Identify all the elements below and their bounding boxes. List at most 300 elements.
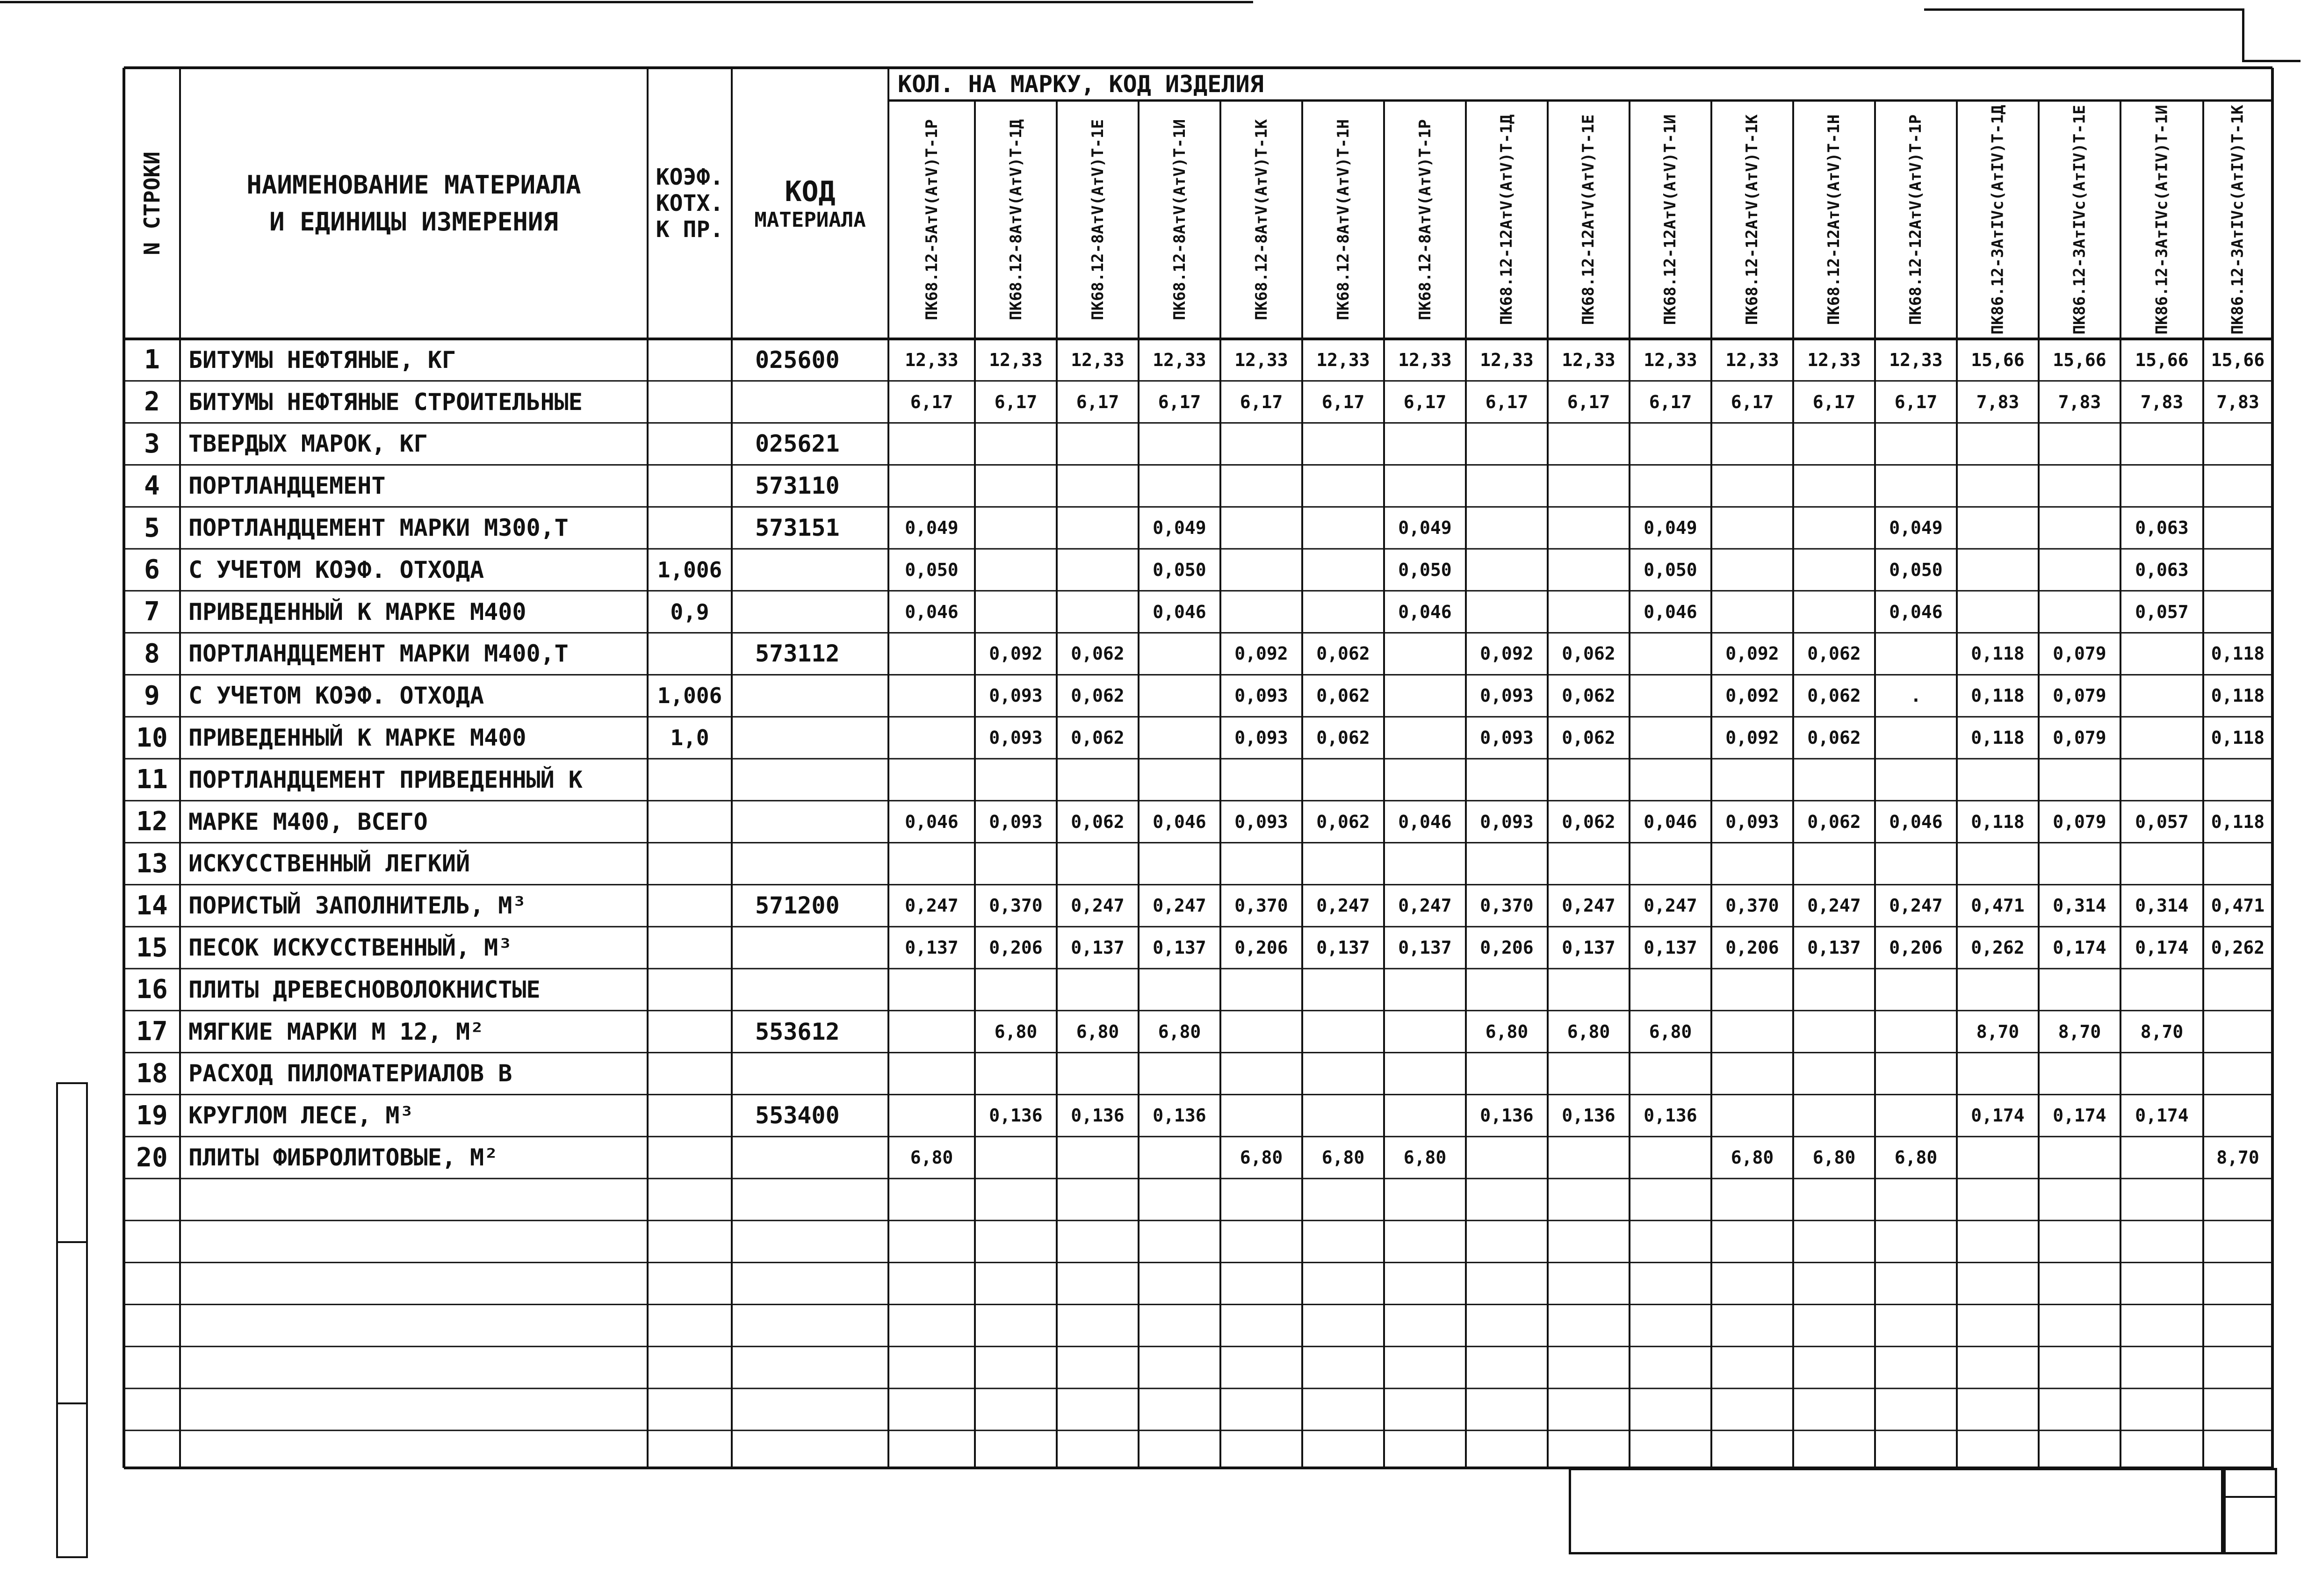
quantity-cell: 0,118	[1971, 811, 2025, 832]
quantity-cell: 0,049	[1153, 518, 1206, 539]
quantity-cell	[1057, 507, 1139, 549]
quantity-cell: 0,093	[989, 727, 1043, 748]
quantity-cell	[1711, 1011, 1793, 1053]
quantity-cell: 6,80	[1649, 1021, 1692, 1042]
quantity-cell: 0,370	[989, 895, 1043, 916]
quantity-cell: 0,057	[2135, 811, 2189, 832]
coef-value: 0,9	[670, 599, 709, 625]
quantity-cell	[1630, 969, 1711, 1011]
quantity-cell: 0,174	[2135, 1105, 2189, 1126]
quantity-cell: 0,092	[1725, 727, 1779, 748]
quantity-cell: 0,118	[1971, 685, 2025, 706]
quantity-cell: 0,137	[905, 937, 959, 958]
quantity-cell	[2120, 717, 2203, 759]
quantity-cell: 0,247	[905, 895, 959, 916]
quantity-cell: 7,83	[2216, 391, 2259, 412]
row-number: 3	[144, 428, 160, 459]
product-code-label: ПК68.12-12АтV(АтV)Т-1Д	[1497, 114, 1516, 325]
product-code-label: ПК86.12-3АтIVс(АтIV)Т-1Д	[1988, 105, 2007, 335]
quantity-cell: 0,050	[1398, 559, 1452, 580]
quantity-cell: 0,062	[1071, 643, 1125, 664]
quantity-cell: 0,118	[2211, 811, 2265, 832]
quantity-cell	[1220, 465, 1302, 507]
quantity-cell: 0,093	[1234, 811, 1288, 832]
quantity-cell: 0,247	[1398, 895, 1452, 916]
quantity-cell	[975, 1053, 1057, 1095]
quantity-cell: 8,70	[2058, 1021, 2101, 1042]
sheet-number-divider	[2221, 1496, 2275, 1498]
material-name: ПРИВЕДЕННЫЙ К МАРКЕ М400	[188, 598, 526, 625]
product-code-label: ПК68.12-12АтV(АтV)Т-1И	[1661, 114, 1680, 325]
material-code: 573110	[755, 472, 840, 500]
quantity-cell	[1548, 507, 1630, 549]
coef-value	[648, 381, 732, 423]
coef-value	[648, 1011, 732, 1053]
quantity-cell: 6,17	[1894, 391, 1938, 412]
quantity-cell: 0,137	[1807, 937, 1861, 958]
quantity-cell	[1139, 675, 1220, 717]
quantity-cell	[1957, 843, 2039, 885]
coef-value	[648, 633, 732, 675]
row-number: 18	[136, 1058, 168, 1089]
quantity-cell: 0,206	[989, 937, 1043, 958]
product-code-label: ПК68.12-12АтV(АтV)Т-1Р	[1906, 114, 1926, 325]
quantity-cell	[1466, 591, 1548, 633]
quantity-cell	[1711, 549, 1793, 591]
quantity-cell: 0,093	[1725, 811, 1779, 832]
quantity-cell: 0,093	[989, 811, 1043, 832]
material-name: С УЧЕТОМ КОЭФ. ОТХОДА	[188, 682, 484, 710]
quantity-cell	[975, 423, 1057, 465]
quantity-cell	[1875, 1011, 1957, 1053]
quantity-cell: 0,092	[1234, 643, 1288, 664]
product-column-header	[1139, 101, 1220, 339]
material-code	[732, 969, 912, 1011]
quantity-cell	[975, 843, 1057, 885]
quantity-cell: 0,093	[1480, 685, 1534, 706]
row-number: 14	[136, 890, 168, 921]
code-header-line-2: МАТЕРИАЛА	[754, 208, 866, 232]
coef-value	[648, 843, 732, 885]
quantity-cell: 0,092	[1725, 685, 1779, 706]
quantity-cell: 0,206	[1480, 937, 1534, 958]
quantity-cell: 0,046	[1153, 601, 1206, 622]
product-code-label: ПК68.12-8АтV(АтV)Т-1Р	[1415, 119, 1435, 320]
quantity-cell: 0,049	[1644, 518, 1697, 539]
quantity-cell: 6,80	[910, 1147, 953, 1168]
quantity-cell	[1466, 465, 1548, 507]
quantity-cell: 0,137	[1316, 937, 1370, 958]
quantity-cell: 0,262	[2211, 937, 2265, 958]
quantity-cell: 0,050	[1153, 559, 1206, 580]
quantity-cell: 0,093	[1234, 727, 1288, 748]
quantity-cell	[1466, 843, 1548, 885]
quantity-cell: 6,17	[1485, 391, 1529, 412]
row-number: 13	[136, 848, 168, 879]
material-name: ПОРТЛАНДЦЕМЕНТ	[188, 472, 386, 500]
material-name: ПЛИТЫ ФИБРОЛИТОВЫЕ, М²	[188, 1144, 498, 1172]
quantity-cell: 12,33	[1071, 349, 1125, 370]
quantity-cell: 0,063	[2135, 559, 2189, 580]
material-code	[732, 1136, 912, 1179]
quantity-cell	[1139, 1053, 1220, 1095]
quantity-cell	[1548, 759, 1630, 801]
name-header	[180, 68, 648, 339]
quantity-cell	[1057, 759, 1139, 801]
quantity-cell	[1139, 759, 1220, 801]
quantity-cell	[1384, 1053, 1466, 1095]
quantity-cell	[1793, 1053, 1875, 1095]
quantity-cell	[1139, 843, 1220, 885]
quantity-cell	[2039, 549, 2120, 591]
quantity-cell: 0,079	[2053, 811, 2106, 832]
product-code-label: ПК68.12-8АтV(АтV)Т-1И	[1170, 119, 1189, 320]
quantity-cell	[2203, 423, 2272, 465]
quantity-cell	[888, 1053, 975, 1095]
row-number: 15	[136, 932, 168, 963]
material-name: РАСХОД ПИЛОМАТЕРИАЛОВ В	[188, 1060, 512, 1087]
quantity-cell: 0,062	[1807, 643, 1861, 664]
quantity-cell	[1793, 423, 1875, 465]
quantity-cell	[1793, 1094, 1875, 1136]
quantity-cell: 0,370	[1480, 895, 1534, 916]
quantity-cell	[2120, 1053, 2203, 1095]
quantity-cell	[2120, 969, 2203, 1011]
quantity-cell: 0,118	[2211, 643, 2265, 664]
quantity-cell	[975, 465, 1057, 507]
quantity-cell	[2120, 1136, 2203, 1179]
quantity-cell: 0,049	[1398, 518, 1452, 539]
coef-value	[648, 339, 732, 381]
coef-value: 1,006	[657, 683, 722, 709]
quantity-cell: 0,136	[1644, 1105, 1697, 1126]
quantity-cell	[1957, 1136, 2039, 1179]
quantity-cell: 0,118	[2211, 685, 2265, 706]
quantity-cell	[1384, 465, 1466, 507]
quantity-cell: 0,247	[1562, 895, 1615, 916]
quantity-cell	[1875, 423, 1957, 465]
quantity-cell	[1957, 549, 2039, 591]
product-group-header: КОЛ. НА МАРКУ, КОД ИЗДЕЛИЯ	[898, 71, 1264, 98]
quantity-cell: 6,17	[994, 391, 1038, 412]
product-column-header	[1793, 101, 1875, 339]
quantity-cell	[1302, 969, 1384, 1011]
quantity-cell	[888, 1094, 975, 1136]
quantity-cell: 7,83	[2140, 391, 2184, 412]
product-code-label: ПК68.12-8АтV(АтV)Т-1Д	[1006, 119, 1025, 320]
side-inv-orig-label	[59, 1400, 83, 1559]
material-code	[732, 717, 912, 759]
quantity-cell: 6,17	[1812, 391, 1856, 412]
quantity-cell	[1466, 549, 1548, 591]
material-code: 025600	[755, 346, 840, 374]
quantity-cell	[2120, 675, 2203, 717]
quantity-cell: 0,079	[2053, 643, 2106, 664]
quantity-cell	[1548, 969, 1630, 1011]
quantity-cell	[1875, 843, 1957, 885]
quantity-cell	[1957, 1053, 2039, 1095]
quantity-cell	[1793, 549, 1875, 591]
quantity-cell: 8,70	[1976, 1021, 2019, 1042]
quantity-cell: 0,046	[1398, 811, 1452, 832]
quantity-cell	[1875, 969, 1957, 1011]
name-header-line-1: НАИМЕНОВАНИЕ МАТЕРИАЛА	[246, 170, 581, 200]
quantity-cell	[2039, 759, 2120, 801]
product-code-label: ПК68.12-8АтV(АтV)Т-1Е	[1088, 119, 1107, 320]
row-number: 17	[136, 1016, 168, 1047]
product-code-label: ПК68.12-12АтV(АтV)Т-1Н	[1825, 114, 1844, 325]
product-code-label: ПК86.12-3АтIVс(АтIV)Т-1Е	[2070, 105, 2089, 335]
quantity-cell: 6,17	[1321, 391, 1365, 412]
coef-value	[648, 465, 732, 507]
quantity-cell: 0,471	[1971, 895, 2025, 916]
quantity-cell	[1630, 759, 1711, 801]
quantity-cell: 0,206	[1234, 937, 1288, 958]
coef-value	[648, 423, 732, 465]
quantity-cell: .	[1911, 685, 1921, 706]
quantity-cell	[1793, 1011, 1875, 1053]
quantity-cell: 6,17	[1649, 391, 1692, 412]
sheet-number-box	[2221, 1468, 2277, 1554]
quantity-cell: 0,174	[2135, 937, 2189, 958]
quantity-cell	[1711, 969, 1793, 1011]
quantity-cell: 0,093	[989, 685, 1043, 706]
quantity-cell	[2120, 759, 2203, 801]
quantity-cell: 6,80	[1567, 1021, 1610, 1042]
quantity-cell	[2039, 1136, 2120, 1179]
quantity-cell: 0,247	[1071, 895, 1125, 916]
product-code-label: ПК68.12-12АтV(АтV)Т-1К	[1743, 114, 1762, 325]
quantity-cell: 0,062	[1562, 643, 1615, 664]
quantity-cell: 0,136	[1153, 1105, 1206, 1126]
material-code	[732, 549, 912, 591]
quantity-cell: 6,17	[1567, 391, 1610, 412]
quantity-cell: 6,80	[1485, 1021, 1529, 1042]
quantity-cell	[888, 675, 975, 717]
quantity-cell: 0,136	[1562, 1105, 1615, 1126]
quantity-cell	[2203, 549, 2272, 591]
quantity-cell: 6,80	[1403, 1147, 1447, 1168]
quantity-cell	[1630, 633, 1711, 675]
quantity-cell	[1302, 507, 1384, 549]
quantity-cell	[1466, 423, 1548, 465]
quantity-cell: 12,33	[1316, 349, 1370, 370]
quantity-cell: 0,247	[1889, 895, 1943, 916]
quantity-cell: 12,33	[1562, 349, 1615, 370]
quantity-cell: 12,33	[989, 349, 1043, 370]
quantity-cell	[975, 759, 1057, 801]
quantity-cell	[1384, 1011, 1466, 1053]
quantity-cell: 0,050	[1889, 559, 1943, 580]
coef-header-line-3: К ПР.	[656, 216, 724, 243]
quantity-cell	[1139, 1136, 1220, 1179]
quantity-cell	[1302, 1094, 1384, 1136]
quantity-cell	[1057, 549, 1139, 591]
row-number-header	[124, 68, 180, 339]
quantity-cell: 0,062	[1807, 811, 1861, 832]
quantity-cell	[975, 549, 1057, 591]
quantity-cell	[1548, 549, 1630, 591]
quantity-cell: 0,046	[1889, 601, 1943, 622]
quantity-cell: 0,314	[2053, 895, 2106, 916]
row-number: 20	[136, 1142, 168, 1173]
quantity-cell: 6,80	[1321, 1147, 1365, 1168]
row-number: 12	[136, 806, 168, 837]
quantity-cell	[1957, 507, 2039, 549]
row-number: 6	[144, 554, 160, 585]
quantity-cell	[2203, 1011, 2272, 1053]
quantity-cell	[2120, 633, 2203, 675]
quantity-cell	[1711, 423, 1793, 465]
quantity-cell: 12,33	[905, 349, 959, 370]
product-code-label: ПК68.12-8АтV(АтV)Т-1Н	[1334, 119, 1353, 320]
quantity-cell: 6,17	[1403, 391, 1447, 412]
quantity-cell	[1875, 1094, 1957, 1136]
quantity-cell	[1384, 1094, 1466, 1136]
quantity-cell: 0,062	[1562, 727, 1615, 748]
quantity-cell: 0,062	[1316, 727, 1370, 748]
quantity-cell: 0,247	[1644, 895, 1697, 916]
quantity-cell: 6,80	[1240, 1147, 1283, 1168]
coef-header	[648, 68, 732, 339]
quantity-cell: 0,046	[905, 811, 959, 832]
quantity-cell	[2039, 507, 2120, 549]
quantity-cell	[1220, 423, 1302, 465]
side-inv-replace-label	[59, 1082, 83, 1241]
product-code-label: ПК68.12-12АтV(АтV)Т-1Е	[1579, 114, 1598, 325]
quantity-cell: 0,370	[1234, 895, 1288, 916]
quantity-cell	[1139, 633, 1220, 675]
quantity-cell: 6,17	[910, 391, 953, 412]
material-code: 573151	[755, 514, 840, 542]
quantity-cell	[2203, 759, 2272, 801]
product-code-label: ПК68.12-5АтV(АтV)Т-1Р	[922, 119, 941, 320]
quantity-cell	[888, 633, 975, 675]
material-code	[732, 675, 912, 717]
quantity-cell	[1957, 423, 2039, 465]
quantity-cell	[1302, 465, 1384, 507]
quantity-cell	[1711, 591, 1793, 633]
quantity-cell	[2203, 843, 2272, 885]
material-code	[732, 759, 912, 801]
material-code	[732, 381, 912, 423]
quantity-cell: 8,70	[2216, 1147, 2259, 1168]
quantity-cell: 0,093	[1480, 727, 1534, 748]
quantity-cell: 0,118	[1971, 727, 2025, 748]
quantity-cell	[1220, 759, 1302, 801]
quantity-cell	[2203, 1094, 2272, 1136]
product-code-label: ПК68.12-8АтV(АтV)Т-1К	[1252, 119, 1271, 320]
quantity-cell	[2203, 507, 2272, 549]
quantity-cell: 6,80	[994, 1021, 1038, 1042]
material-name: ПОРИСТЫЙ ЗАПОЛНИТЕЛЬ, М³	[188, 892, 526, 920]
quantity-cell	[1057, 423, 1139, 465]
quantity-cell	[1711, 465, 1793, 507]
code-header-line-1: КОД	[785, 175, 836, 208]
coef-header-line-1: КОЭФ.	[656, 164, 724, 190]
quantity-cell: 0,046	[1644, 601, 1697, 622]
quantity-cell	[2039, 969, 2120, 1011]
quantity-cell	[1057, 843, 1139, 885]
quantity-cell: 12,33	[1725, 349, 1779, 370]
product-column-header	[1711, 101, 1793, 339]
quantity-cell	[1711, 843, 1793, 885]
quantity-cell: 0,262	[1971, 937, 2025, 958]
quantity-cell: 6,17	[1240, 391, 1283, 412]
quantity-cell: 0,136	[1480, 1105, 1534, 1126]
quantity-cell: 0,137	[1562, 937, 1615, 958]
quantity-cell: 12,33	[1153, 349, 1206, 370]
quantity-cell	[2039, 591, 2120, 633]
coef-value	[648, 507, 732, 549]
quantity-cell: 6,80	[1812, 1147, 1856, 1168]
material-name: БИТУМЫ НЕФТЯНЫЕ СТРОИТЕЛЬНЫЕ	[188, 388, 583, 416]
quantity-cell	[1957, 969, 2039, 1011]
quantity-cell	[2039, 843, 2120, 885]
quantity-cell: 0,062	[1316, 685, 1370, 706]
quantity-cell	[2039, 465, 2120, 507]
quantity-cell: 7,83	[1976, 391, 2019, 412]
quantity-cell	[1466, 507, 1548, 549]
coef-value: 1,0	[670, 725, 709, 751]
quantity-cell	[1957, 759, 2039, 801]
quantity-cell	[2203, 1053, 2272, 1095]
quantity-cell	[2039, 1053, 2120, 1095]
coef-value	[648, 1094, 732, 1136]
quantity-cell	[1630, 465, 1711, 507]
quantity-cell: 0,046	[1889, 811, 1943, 832]
quantity-cell	[1302, 591, 1384, 633]
quantity-cell: 0,137	[1398, 937, 1452, 958]
row-number: 11	[136, 764, 168, 795]
product-column-header	[1220, 101, 1302, 339]
quantity-cell	[888, 717, 975, 759]
material-name: ПОРТЛАНДЦЕМЕНТ МАРКИ М400,Т	[188, 640, 569, 668]
quantity-cell: 0,062	[1071, 685, 1125, 706]
product-column-header	[1302, 101, 1384, 339]
material-code: 553400	[755, 1102, 840, 1129]
coef-value: 1,006	[657, 557, 722, 582]
quantity-cell	[1875, 633, 1957, 675]
quantity-cell: 0,062	[1071, 727, 1125, 748]
quantity-cell: 0,057	[2135, 601, 2189, 622]
quantity-cell: 6,17	[1076, 391, 1119, 412]
material-code	[732, 801, 912, 843]
coef-value	[648, 1053, 732, 1095]
quantity-cell: 0,062	[1562, 685, 1615, 706]
quantity-cell: 15,66	[2211, 349, 2265, 370]
quantity-cell	[1793, 591, 1875, 633]
material-code: 553612	[755, 1018, 840, 1045]
quantity-cell: 0,062	[1562, 811, 1615, 832]
quantity-cell: 0,050	[1644, 559, 1697, 580]
quantity-cell: 0,050	[905, 559, 959, 580]
quantity-cell	[1630, 1053, 1711, 1095]
quantity-cell	[1875, 759, 1957, 801]
product-column-header	[2039, 101, 2120, 339]
quantity-cell	[1548, 1136, 1630, 1179]
quantity-cell	[1057, 591, 1139, 633]
quantity-cell	[975, 591, 1057, 633]
quantity-cell	[888, 423, 975, 465]
quantity-cell	[1793, 465, 1875, 507]
quantity-cell: 15,66	[2053, 349, 2106, 370]
quantity-cell: 0,314	[2135, 895, 2189, 916]
quantity-cell	[975, 969, 1057, 1011]
material-name: ПЛИТЫ ДРЕВЕСНОВОЛОКНИСТЫЕ	[188, 976, 541, 1003]
quantity-cell	[1548, 843, 1630, 885]
row-number: 8	[144, 638, 160, 669]
